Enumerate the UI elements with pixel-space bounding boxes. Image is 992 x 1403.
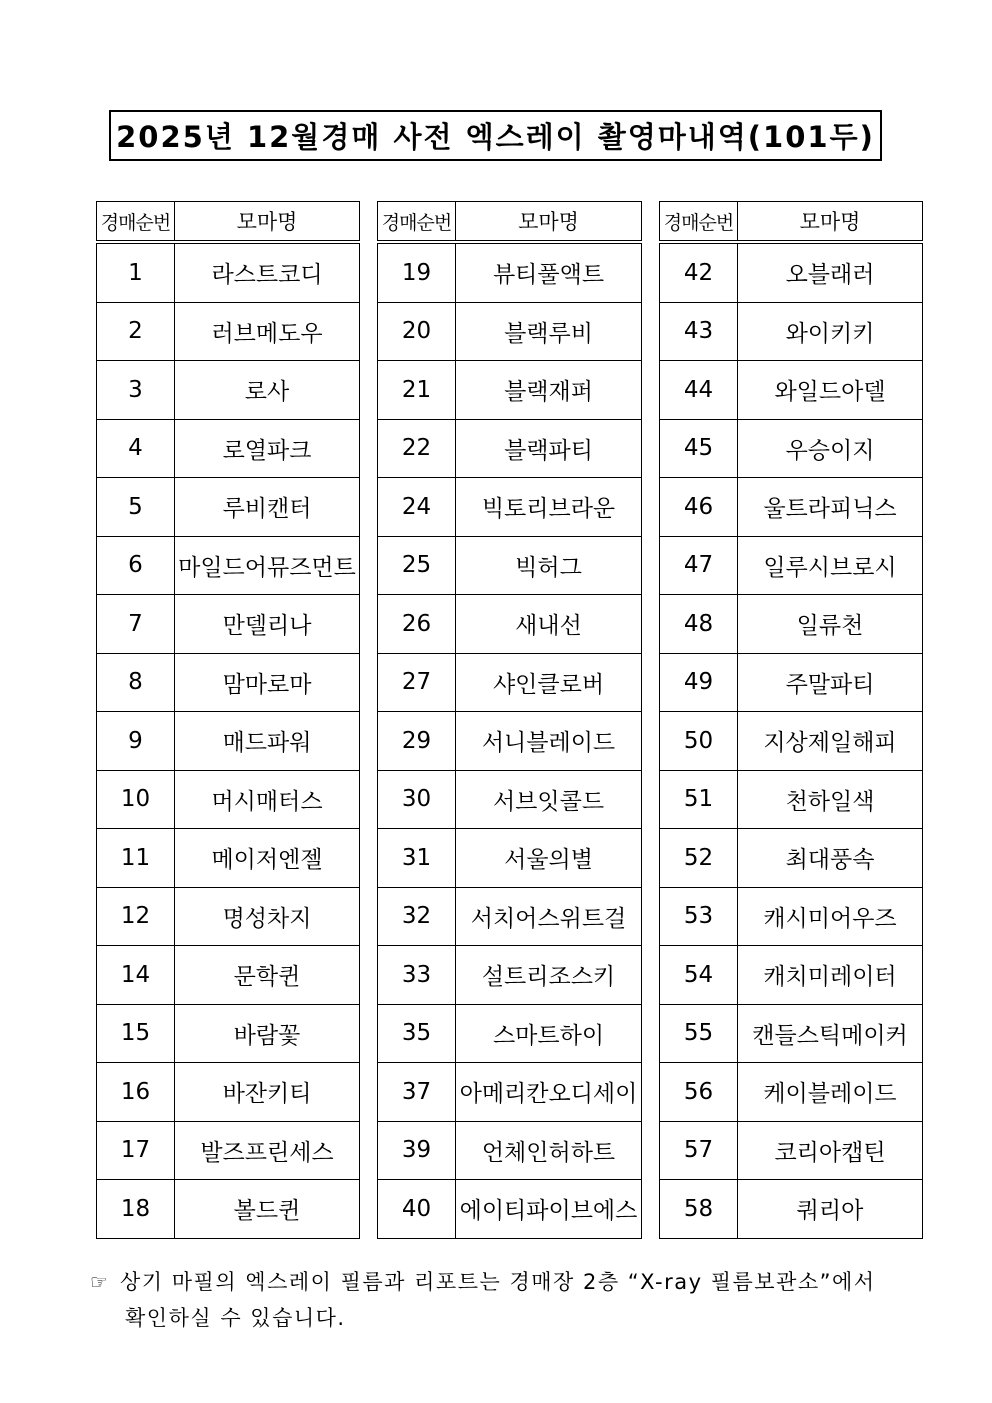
mare-name: 와일드아델 xyxy=(738,361,923,420)
mare-name: 서니블레이드 xyxy=(456,712,642,771)
mare-name: 천하일색 xyxy=(738,770,923,829)
auction-number: 33 xyxy=(378,946,456,1005)
table-row xyxy=(378,887,642,946)
mare-name: 최대풍속 xyxy=(738,829,923,888)
auction-number: 56 xyxy=(660,1063,738,1122)
auction-number: 22 xyxy=(378,419,456,478)
table-row xyxy=(378,419,642,478)
mare-name: 머시매터스 xyxy=(175,770,360,829)
auction-number: 2 xyxy=(97,302,175,361)
table-row xyxy=(378,1004,642,1063)
auction-number: 52 xyxy=(660,829,738,888)
auction-number: 30 xyxy=(378,770,456,829)
table-header-row xyxy=(378,202,642,243)
table-row xyxy=(378,1063,642,1122)
auction-number: 48 xyxy=(660,595,738,654)
mare-name: 발즈프린세스 xyxy=(175,1121,360,1180)
mare-name: 우승이지 xyxy=(738,419,923,478)
table-row xyxy=(378,242,642,302)
table-row xyxy=(660,302,923,361)
auction-number: 27 xyxy=(378,653,456,712)
auction-number: 16 xyxy=(97,1063,175,1122)
mare-name: 와이키키 xyxy=(738,302,923,361)
mare-name: 매드파워 xyxy=(175,712,360,771)
auction-number: 20 xyxy=(378,302,456,361)
table-row xyxy=(660,361,923,420)
mare-name: 케이블레이드 xyxy=(738,1063,923,1122)
table-row xyxy=(97,361,360,420)
auction-number: 58 xyxy=(660,1180,738,1239)
mare-name: 일류천 xyxy=(738,595,923,654)
auction-number: 19 xyxy=(378,242,456,302)
table-row xyxy=(97,887,360,946)
mare-name: 지상제일해피 xyxy=(738,712,923,771)
mare-name: 메이저엔젤 xyxy=(175,829,360,888)
mare-name: 주말파티 xyxy=(738,653,923,712)
auction-number: 44 xyxy=(660,361,738,420)
footnote-line-1: 상기 마필의 엑스레이 필름과 리포트는 경매장 2층 “X-ray 필름보관소”에서 xyxy=(120,1270,876,1294)
mare-name: 라스트코디 xyxy=(175,242,360,302)
page-title-text: 2025년 12월경매 사전 엑스레이 촬영마내역(101두) xyxy=(116,120,875,154)
auction-number: 26 xyxy=(378,595,456,654)
mare-name: 로사 xyxy=(175,361,360,420)
mare-name: 볼드퀸 xyxy=(175,1180,360,1239)
table-row xyxy=(660,536,923,595)
auction-number: 46 xyxy=(660,478,738,537)
auction-number: 7 xyxy=(97,595,175,654)
mare-name: 캐시미어우즈 xyxy=(738,887,923,946)
table-row xyxy=(97,536,360,595)
table-row xyxy=(97,770,360,829)
mare-name: 명성차지 xyxy=(175,887,360,946)
mare-name: 샤인클로버 xyxy=(456,653,642,712)
auction-number: 50 xyxy=(660,712,738,771)
mare-name: 아메리칸오디세이 xyxy=(456,1063,642,1122)
header-no: 경매순번 xyxy=(660,202,738,243)
auction-number: 54 xyxy=(660,946,738,1005)
table-row xyxy=(378,712,642,771)
table-row xyxy=(378,361,642,420)
mare-name: 언체인허하트 xyxy=(456,1121,642,1180)
table-row xyxy=(97,242,360,302)
table-row xyxy=(378,829,642,888)
auction-number: 6 xyxy=(97,536,175,595)
auction-number: 37 xyxy=(378,1063,456,1122)
auction-number: 43 xyxy=(660,302,738,361)
table-row xyxy=(97,946,360,1005)
auction-number: 18 xyxy=(97,1180,175,1239)
mare-name: 캔들스틱메이커 xyxy=(738,1004,923,1063)
table-row xyxy=(660,887,923,946)
table-row xyxy=(97,595,360,654)
table-row xyxy=(97,302,360,361)
table-row xyxy=(660,653,923,712)
table-row xyxy=(660,770,923,829)
auction-number: 8 xyxy=(97,653,175,712)
footnote-line-2: 확인하실 수 있습니다. xyxy=(125,1306,346,1330)
mare-name: 설트리조스키 xyxy=(456,946,642,1005)
auction-number: 12 xyxy=(97,887,175,946)
table-row xyxy=(660,1121,923,1180)
mare-name: 쿼리아 xyxy=(738,1180,923,1239)
auction-number: 25 xyxy=(378,536,456,595)
mare-name: 코리아캡틴 xyxy=(738,1121,923,1180)
auction-number: 3 xyxy=(97,361,175,420)
mare-name: 만델리나 xyxy=(175,595,360,654)
auction-number: 32 xyxy=(378,887,456,946)
auction-number: 47 xyxy=(660,536,738,595)
mare-name: 일루시브로시 xyxy=(738,536,923,595)
auction-number: 39 xyxy=(378,1121,456,1180)
header-no: 경매순번 xyxy=(97,202,175,243)
page-title xyxy=(109,110,882,161)
mare-name: 오블래러 xyxy=(738,242,923,302)
mare-name: 바람꽃 xyxy=(175,1004,360,1063)
auction-number: 14 xyxy=(97,946,175,1005)
mare-name: 맘마로마 xyxy=(175,653,360,712)
mare-name: 서브잇콜드 xyxy=(456,770,642,829)
horse-table-1 xyxy=(96,201,360,1239)
auction-number: 4 xyxy=(97,419,175,478)
table-header-row xyxy=(97,202,360,243)
header-name: 모마명 xyxy=(456,202,642,243)
table-row xyxy=(660,712,923,771)
auction-number: 9 xyxy=(97,712,175,771)
table-row xyxy=(378,478,642,537)
table-row xyxy=(660,595,923,654)
auction-number: 49 xyxy=(660,653,738,712)
mare-name: 러브메도우 xyxy=(175,302,360,361)
auction-number: 31 xyxy=(378,829,456,888)
auction-number: 51 xyxy=(660,770,738,829)
header-name: 모마명 xyxy=(175,202,360,243)
mare-name: 울트라피닉스 xyxy=(738,478,923,537)
table-row xyxy=(660,242,923,302)
table-row xyxy=(97,712,360,771)
table-row xyxy=(97,1004,360,1063)
table-row xyxy=(97,478,360,537)
table-row xyxy=(378,653,642,712)
auction-number: 21 xyxy=(378,361,456,420)
pointing-hand-icon: ☞ xyxy=(90,1270,110,1294)
mare-name: 서치어스위트걸 xyxy=(456,887,642,946)
table-row xyxy=(378,595,642,654)
auction-number: 10 xyxy=(97,770,175,829)
mare-name: 캐치미레이터 xyxy=(738,946,923,1005)
auction-number: 5 xyxy=(97,478,175,537)
auction-number: 15 xyxy=(97,1004,175,1063)
auction-number: 57 xyxy=(660,1121,738,1180)
table-row xyxy=(660,419,923,478)
table-row xyxy=(660,1063,923,1122)
table-row xyxy=(660,1004,923,1063)
auction-number: 40 xyxy=(378,1180,456,1239)
table-header-row xyxy=(660,202,923,243)
auction-number: 35 xyxy=(378,1004,456,1063)
table-row xyxy=(660,946,923,1005)
auction-number: 24 xyxy=(378,478,456,537)
mare-name: 문학퀸 xyxy=(175,946,360,1005)
table-row xyxy=(97,829,360,888)
mare-name: 마일드어뮤즈먼트 xyxy=(175,536,360,595)
auction-number: 17 xyxy=(97,1121,175,1180)
header-no: 경매순번 xyxy=(378,202,456,243)
mare-name: 블랙파티 xyxy=(456,419,642,478)
mare-name: 블랙재퍼 xyxy=(456,361,642,420)
table-row xyxy=(660,478,923,537)
footnote xyxy=(90,1264,910,1336)
mare-name: 블랙루비 xyxy=(456,302,642,361)
table-row xyxy=(378,1180,642,1239)
mare-name: 바잔키티 xyxy=(175,1063,360,1122)
mare-name: 빅토리브라운 xyxy=(456,478,642,537)
table-row xyxy=(97,1063,360,1122)
mare-name: 서울의별 xyxy=(456,829,642,888)
mare-name: 빅허그 xyxy=(456,536,642,595)
header-name: 모마명 xyxy=(738,202,923,243)
auction-number: 53 xyxy=(660,887,738,946)
table-row xyxy=(660,1180,923,1239)
table-row xyxy=(378,536,642,595)
mare-name: 루비캔터 xyxy=(175,478,360,537)
table-row xyxy=(660,829,923,888)
auction-number: 11 xyxy=(97,829,175,888)
horse-table-2 xyxy=(377,201,642,1239)
mare-name: 뷰티풀액트 xyxy=(456,242,642,302)
table-row xyxy=(378,946,642,1005)
table-row xyxy=(378,1121,642,1180)
mare-name: 새내선 xyxy=(456,595,642,654)
table-row xyxy=(378,770,642,829)
auction-number: 1 xyxy=(97,242,175,302)
table-row xyxy=(97,1121,360,1180)
auction-number: 45 xyxy=(660,419,738,478)
mare-name: 스마트하이 xyxy=(456,1004,642,1063)
table-row xyxy=(97,419,360,478)
mare-name: 로열파크 xyxy=(175,419,360,478)
table-row xyxy=(97,653,360,712)
table-row xyxy=(378,302,642,361)
mare-name: 에이티파이브에스 xyxy=(456,1180,642,1239)
auction-number: 42 xyxy=(660,242,738,302)
table-row xyxy=(97,1180,360,1239)
auction-number: 55 xyxy=(660,1004,738,1063)
horse-table-3 xyxy=(659,201,923,1239)
auction-number: 29 xyxy=(378,712,456,771)
